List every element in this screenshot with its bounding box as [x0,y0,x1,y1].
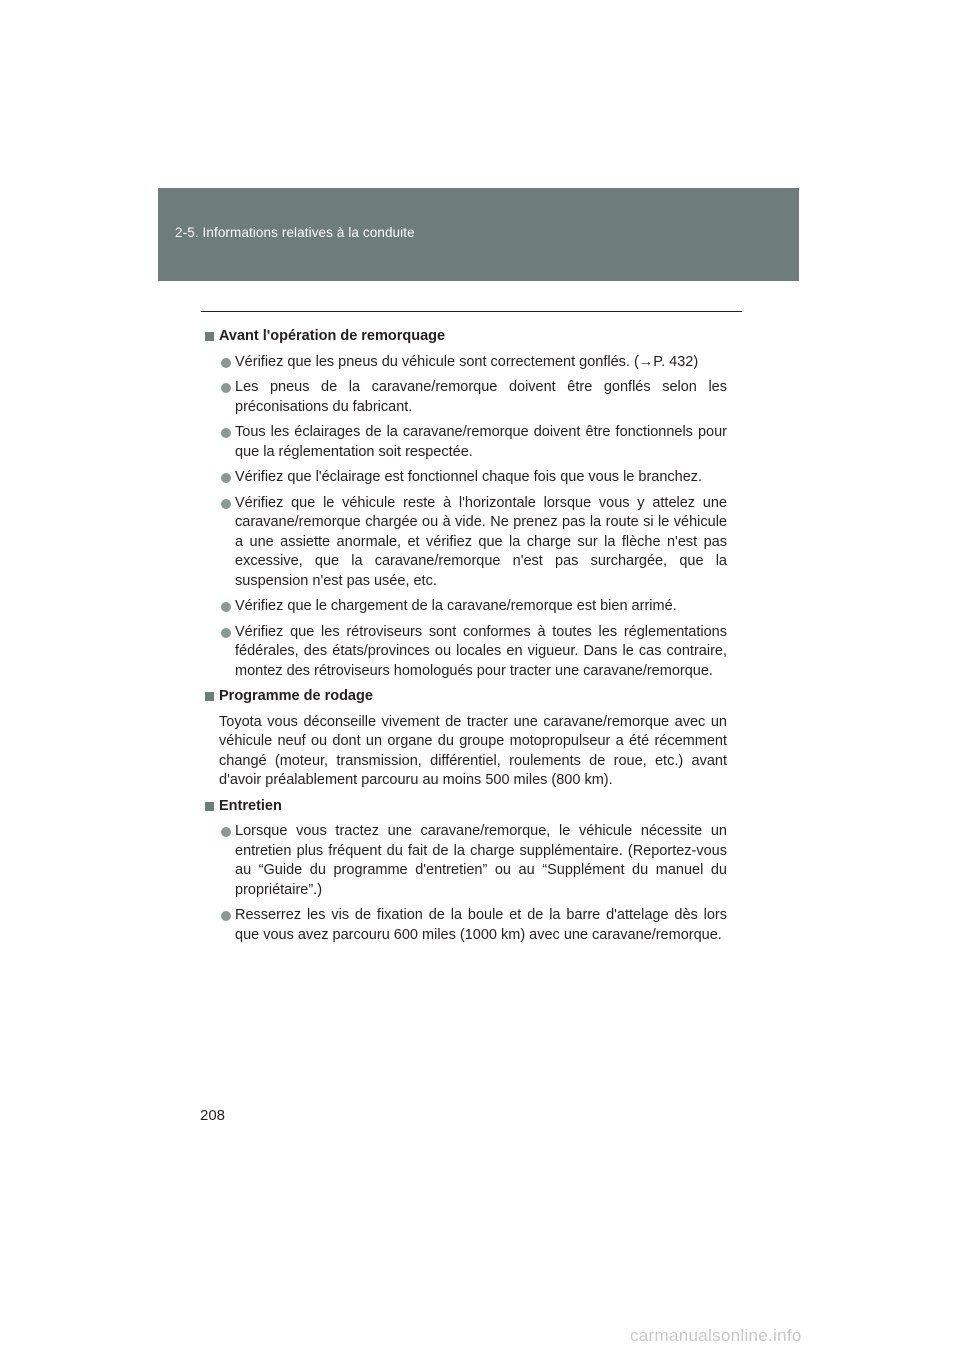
circle-bullet-icon [221,428,231,438]
section-maintenance [205,797,727,946]
section-title [205,797,727,817]
watermark: carmanualsonline.info [630,1326,802,1345]
section-title-text: Avant l'opération de remorquage [219,328,446,344]
paragraph: Toyota vous déconseille vivement de tracter une caravane/remorque avec un véhicule neuf ou dont un organe du groupe motopropulseur a été récemment changé (moteur, transmission, différentiel, roulements de roue, etc.) avant d'avoir préalablement parcouru au moins 500 miles (800 km). [219,713,727,788]
section-label: 2-5. Informations relatives à la conduite [175,225,415,240]
list-item: Tous les éclairages de la caravane/remorque doivent être fonctionnels pour que la réglementation soit respectée. [205,423,727,462]
list-item: Vérifiez que les rétroviseurs sont conformes à toutes les réglementations fédérales, des états/provinces ou locales en vigueur. Dans le cas contraire, montez des rétroviseurs homologués pour tracter une caravane/remorque. [205,623,727,682]
square-bullet-icon [205,692,214,701]
circle-bullet-icon [221,473,231,483]
list-item: Vérifiez que le chargement de la caravane/remorque est bien arrimé. [205,597,727,617]
list-item: Lorsque vous tractez une caravane/remorque, le véhicule nécessite un entretien plus fréquent du fait de la charge supplémentaire. (Reportez-vous au “Guide du programme d'entretien” ou au “Supplément du manuel du propriétaire”.) [205,822,727,900]
list-item: Vérifiez que l'éclairage est fonctionnel chaque fois que vous le branchez. [205,468,727,488]
section-title-text: Programme de rodage [219,688,373,704]
page-content [205,327,727,951]
section-towing-prep [205,327,727,681]
section-title [205,327,727,347]
circle-bullet-icon [221,383,231,393]
page-number: 208 [200,1107,226,1124]
circle-bullet-icon [221,628,231,638]
list-item: Vérifiez que les pneus du véhicule sont correctement gonflés. (→P. 432) [205,353,727,373]
section-title [205,687,727,707]
circle-bullet-icon [221,911,231,921]
section-title-text: Entretien [219,797,282,814]
circle-bullet-icon [221,827,231,837]
circle-bullet-icon [221,602,231,612]
square-bullet-icon [205,332,214,341]
list-item: Vérifiez que le véhicule reste à l'horizontale lorsque vous y attelez une caravane/remorque chargée ou à vide. Ne prenez pas la route si le véhicule a une assiette anormale, et vérifiez que la charge sur la flèche n'est pas excessive, que la caravane/remorque n'est pas surchargée, que la suspension n'est pas usée, etc. [205,494,727,592]
square-bullet-icon [205,802,214,811]
list-item: Les pneus de la caravane/remorque doivent être gonflés selon les préconisations du fabricant. [205,378,727,417]
header-rule [201,311,742,312]
section-break-in [205,687,727,791]
circle-bullet-icon [221,358,231,368]
list-item: Resserrez les vis de fixation de la boule et de la barre d'attelage dès lors que vous avez parcouru 600 miles (1000 km) avec une caravane/remorque. [205,906,727,945]
header-band [158,188,799,281]
circle-bullet-icon [221,499,231,509]
